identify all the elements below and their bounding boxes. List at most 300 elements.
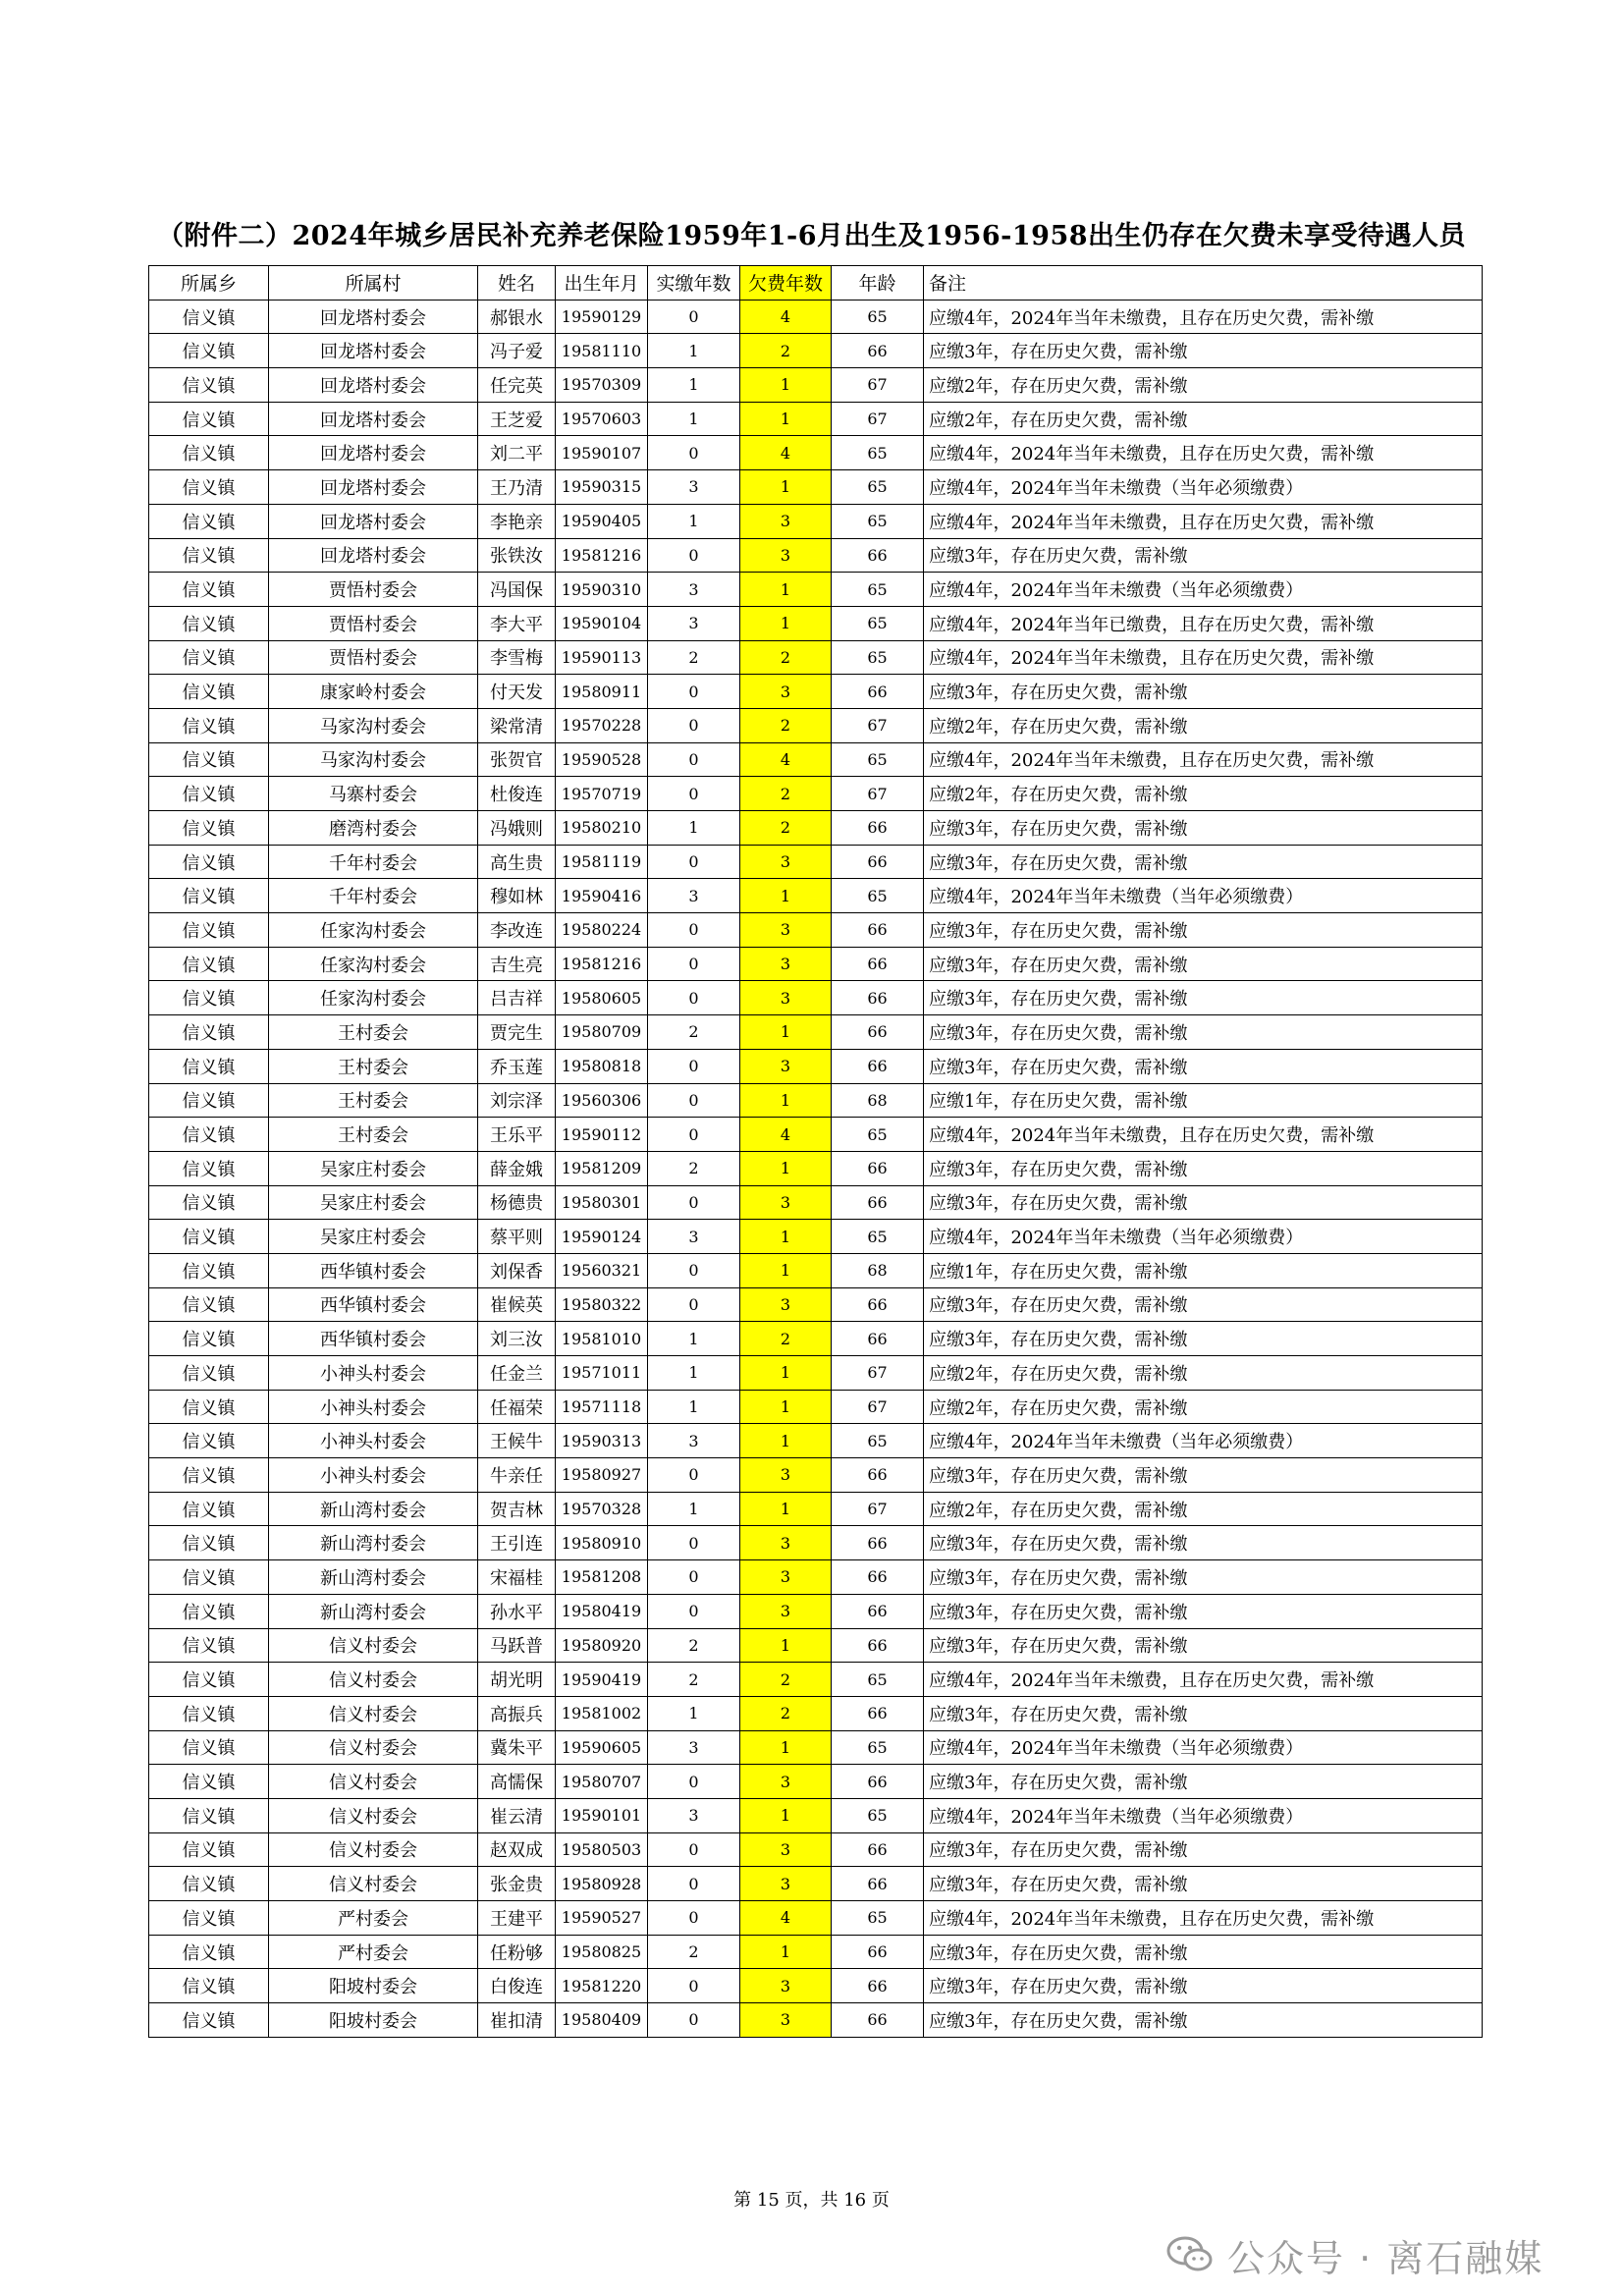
cell-village: 贾悟村委会 xyxy=(269,640,478,675)
cell-birth: 19590112 xyxy=(556,1118,648,1152)
cell-paid-years: 1 xyxy=(648,334,740,368)
cell-birth: 19580419 xyxy=(556,1594,648,1628)
cell-age: 66 xyxy=(832,1151,924,1185)
table-row xyxy=(149,1560,1483,1595)
cell-township: 信义镇 xyxy=(149,1390,269,1424)
cell-remarks: 应缴3年，存在历史欠费，需补缴 xyxy=(924,1696,1483,1730)
cell-remarks: 应缴3年，存在历史欠费，需补缴 xyxy=(924,1049,1483,1083)
cell-remarks: 应缴3年，存在历史欠费，需补缴 xyxy=(924,1935,1483,1969)
cell-age: 66 xyxy=(832,334,924,368)
cell-arrears-years: 3 xyxy=(740,1969,832,2003)
cell-remarks: 应缴3年，存在历史欠费，需补缴 xyxy=(924,1458,1483,1493)
cell-name: 薛金娥 xyxy=(478,1151,556,1185)
cell-name: 王芝爱 xyxy=(478,402,556,436)
table-row xyxy=(149,777,1483,811)
table-row xyxy=(149,1935,1483,1969)
cell-township: 信义镇 xyxy=(149,811,269,846)
table-row xyxy=(149,1765,1483,1799)
cell-birth: 19590313 xyxy=(556,1424,648,1458)
cell-village: 西华镇村委会 xyxy=(269,1322,478,1356)
table-row xyxy=(149,1492,1483,1526)
table-row xyxy=(149,879,1483,913)
cell-age: 67 xyxy=(832,1492,924,1526)
cell-remarks: 应缴3年，存在历史欠费，需补缴 xyxy=(924,1185,1483,1220)
cell-arrears-years: 1 xyxy=(740,1083,832,1118)
cell-birth: 19580707 xyxy=(556,1765,648,1799)
cell-paid-years: 0 xyxy=(648,2003,740,2038)
cell-remarks: 应缴1年，存在历史欠费，需补缴 xyxy=(924,1083,1483,1118)
table-row xyxy=(149,1151,1483,1185)
cell-birth: 19570309 xyxy=(556,368,648,403)
cell-name: 宋福桂 xyxy=(478,1560,556,1595)
col-header-remarks: 备注 xyxy=(924,266,1483,301)
cell-paid-years: 0 xyxy=(648,1526,740,1560)
table-row xyxy=(149,1663,1483,1697)
cell-paid-years: 1 xyxy=(648,811,740,846)
cell-township: 信义镇 xyxy=(149,1560,269,1595)
cell-age: 66 xyxy=(832,981,924,1015)
cell-township: 信义镇 xyxy=(149,1730,269,1765)
cell-birth: 19590527 xyxy=(556,1901,648,1936)
cell-birth: 19570328 xyxy=(556,1492,648,1526)
col-header-birth: 出生年月 xyxy=(556,266,648,301)
cell-name: 郝银水 xyxy=(478,300,556,334)
table-row xyxy=(149,640,1483,675)
cell-township: 信义镇 xyxy=(149,300,269,334)
cell-age: 66 xyxy=(832,1049,924,1083)
cell-birth: 19580322 xyxy=(556,1287,648,1322)
cell-remarks: 应缴3年，存在历史欠费，需补缴 xyxy=(924,845,1483,879)
cell-village: 王村委会 xyxy=(269,1049,478,1083)
cell-village: 新山湾村委会 xyxy=(269,1560,478,1595)
cell-remarks: 应缴3年，存在历史欠费，需补缴 xyxy=(924,1594,1483,1628)
cell-remarks: 应缴3年，存在历史欠费，需补缴 xyxy=(924,981,1483,1015)
cell-name: 任完英 xyxy=(478,368,556,403)
cell-paid-years: 0 xyxy=(648,913,740,948)
cell-remarks: 应缴2年，存在历史欠费，需补缴 xyxy=(924,777,1483,811)
cell-arrears-years: 3 xyxy=(740,913,832,948)
cell-remarks: 应缴4年，2024年当年未缴费，且存在历史欠费，需补缴 xyxy=(924,742,1483,777)
cell-arrears-years: 1 xyxy=(740,1730,832,1765)
cell-paid-years: 2 xyxy=(648,1935,740,1969)
table-row xyxy=(149,811,1483,846)
cell-age: 66 xyxy=(832,1867,924,1901)
cell-paid-years: 0 xyxy=(648,675,740,709)
table-row xyxy=(149,708,1483,742)
cell-name: 任粉够 xyxy=(478,1935,556,1969)
cell-remarks: 应缴4年，2024年当年未缴费（当年必须缴费） xyxy=(924,1730,1483,1765)
cell-arrears-years: 3 xyxy=(740,1049,832,1083)
cell-name: 吕吉祥 xyxy=(478,981,556,1015)
cell-name: 张金贵 xyxy=(478,1867,556,1901)
cell-village: 贾悟村委会 xyxy=(269,606,478,640)
cell-remarks: 应缴4年，2024年当年未缴费，且存在历史欠费，需补缴 xyxy=(924,1901,1483,1936)
cell-arrears-years: 1 xyxy=(740,1015,832,1050)
cell-village: 信义村委会 xyxy=(269,1663,478,1697)
table-row xyxy=(149,1390,1483,1424)
cell-paid-years: 3 xyxy=(648,1424,740,1458)
cell-age: 67 xyxy=(832,402,924,436)
cell-name: 高生贵 xyxy=(478,845,556,879)
cell-name: 乔玉莲 xyxy=(478,1049,556,1083)
data-table xyxy=(148,265,1483,2038)
cell-township: 信义镇 xyxy=(149,1832,269,1867)
cell-village: 王村委会 xyxy=(269,1015,478,1050)
cell-township: 信义镇 xyxy=(149,1083,269,1118)
cell-arrears-years: 1 xyxy=(740,1151,832,1185)
cell-paid-years: 0 xyxy=(648,1253,740,1287)
cell-name: 王乐平 xyxy=(478,1118,556,1152)
cell-paid-years: 1 xyxy=(648,368,740,403)
cell-arrears-years: 2 xyxy=(740,777,832,811)
cell-age: 66 xyxy=(832,1560,924,1595)
table-row xyxy=(149,538,1483,573)
cell-age: 67 xyxy=(832,708,924,742)
cell-name: 张贺官 xyxy=(478,742,556,777)
cell-name: 赵双成 xyxy=(478,1832,556,1867)
cell-paid-years: 0 xyxy=(648,777,740,811)
cell-township: 信义镇 xyxy=(149,1253,269,1287)
table-row xyxy=(149,1322,1483,1356)
cell-remarks: 应缴1年，存在历史欠费，需补缴 xyxy=(924,1253,1483,1287)
col-header-arrears-years: 欠费年数 xyxy=(740,266,832,301)
cell-name: 马跃普 xyxy=(478,1628,556,1663)
cell-age: 66 xyxy=(832,1696,924,1730)
cell-township: 信义镇 xyxy=(149,573,269,607)
cell-birth: 19581220 xyxy=(556,1969,648,2003)
table-row xyxy=(149,1083,1483,1118)
cell-birth: 19560321 xyxy=(556,1253,648,1287)
cell-remarks: 应缴4年，2024年当年未缴费（当年必须缴费） xyxy=(924,573,1483,607)
cell-birth: 19590104 xyxy=(556,606,648,640)
cell-paid-years: 0 xyxy=(648,1832,740,1867)
cell-birth: 19580818 xyxy=(556,1049,648,1083)
cell-arrears-years: 3 xyxy=(740,845,832,879)
cell-birth: 19580928 xyxy=(556,1867,648,1901)
cell-village: 小神头村委会 xyxy=(269,1424,478,1458)
cell-village: 任家沟村委会 xyxy=(269,947,478,981)
cell-birth: 19570719 xyxy=(556,777,648,811)
cell-village: 任家沟村委会 xyxy=(269,913,478,948)
cell-remarks: 应缴2年，存在历史欠费，需补缴 xyxy=(924,402,1483,436)
cell-age: 66 xyxy=(832,675,924,709)
cell-name: 胡光明 xyxy=(478,1663,556,1697)
cell-township: 信义镇 xyxy=(149,742,269,777)
cell-township: 信义镇 xyxy=(149,913,269,948)
cell-name: 蔡平则 xyxy=(478,1220,556,1254)
cell-arrears-years: 1 xyxy=(740,1220,832,1254)
cell-remarks: 应缴4年，2024年当年未缴费，且存在历史欠费，需补缴 xyxy=(924,1663,1483,1697)
cell-age: 66 xyxy=(832,1185,924,1220)
cell-age: 65 xyxy=(832,606,924,640)
cell-age: 67 xyxy=(832,1356,924,1391)
cell-name: 任金兰 xyxy=(478,1356,556,1391)
cell-village: 信义村委会 xyxy=(269,1696,478,1730)
cell-name: 李改连 xyxy=(478,913,556,948)
cell-paid-years: 0 xyxy=(648,1969,740,2003)
cell-paid-years: 2 xyxy=(648,1663,740,1697)
cell-remarks: 应缴3年，存在历史欠费，需补缴 xyxy=(924,1322,1483,1356)
cell-name: 冯国保 xyxy=(478,573,556,607)
cell-remarks: 应缴3年，存在历史欠费，需补缴 xyxy=(924,1969,1483,2003)
cell-age: 66 xyxy=(832,1458,924,1493)
cell-township: 信义镇 xyxy=(149,1628,269,1663)
cell-paid-years: 0 xyxy=(648,1049,740,1083)
cell-arrears-years: 1 xyxy=(740,1356,832,1391)
cell-age: 66 xyxy=(832,1322,924,1356)
cell-paid-years: 3 xyxy=(648,606,740,640)
cell-township: 信义镇 xyxy=(149,1935,269,1969)
cell-name: 刘二平 xyxy=(478,436,556,470)
cell-birth: 19590416 xyxy=(556,879,648,913)
table-row xyxy=(149,1696,1483,1730)
cell-age: 65 xyxy=(832,1220,924,1254)
table-row xyxy=(149,845,1483,879)
cell-birth: 19580605 xyxy=(556,981,648,1015)
cell-village: 小神头村委会 xyxy=(269,1356,478,1391)
cell-age: 66 xyxy=(832,811,924,846)
table-row xyxy=(149,1798,1483,1832)
cell-village: 磨湾村委会 xyxy=(269,811,478,846)
cell-paid-years: 0 xyxy=(648,708,740,742)
cell-township: 信义镇 xyxy=(149,1867,269,1901)
cell-village: 新山湾村委会 xyxy=(269,1492,478,1526)
cell-village: 回龙塔村委会 xyxy=(269,436,478,470)
cell-birth: 19580210 xyxy=(556,811,648,846)
cell-village: 信义村委会 xyxy=(269,1798,478,1832)
cell-age: 65 xyxy=(832,300,924,334)
cell-township: 信义镇 xyxy=(149,1969,269,2003)
cell-birth: 19581216 xyxy=(556,947,648,981)
cell-age: 65 xyxy=(832,573,924,607)
cell-arrears-years: 2 xyxy=(740,708,832,742)
cell-township: 信义镇 xyxy=(149,1356,269,1391)
cell-paid-years: 0 xyxy=(648,1901,740,1936)
cell-remarks: 应缴2年，存在历史欠费，需补缴 xyxy=(924,368,1483,403)
cell-paid-years: 0 xyxy=(648,845,740,879)
cell-township: 信义镇 xyxy=(149,947,269,981)
cell-township: 信义镇 xyxy=(149,1220,269,1254)
cell-arrears-years: 3 xyxy=(740,1458,832,1493)
cell-remarks: 应缴3年，存在历史欠费，需补缴 xyxy=(924,1867,1483,1901)
cell-arrears-years: 1 xyxy=(740,1628,832,1663)
cell-village: 西华镇村委会 xyxy=(269,1253,478,1287)
cell-arrears-years: 2 xyxy=(740,334,832,368)
cell-remarks: 应缴4年，2024年当年未缴费（当年必须缴费） xyxy=(924,1424,1483,1458)
cell-arrears-years: 1 xyxy=(740,1390,832,1424)
cell-paid-years: 1 xyxy=(648,402,740,436)
cell-name: 王候牛 xyxy=(478,1424,556,1458)
cell-name: 付天发 xyxy=(478,675,556,709)
cell-paid-years: 3 xyxy=(648,1798,740,1832)
cell-birth: 19581002 xyxy=(556,1696,648,1730)
header-row xyxy=(149,266,1483,301)
cell-village: 新山湾村委会 xyxy=(269,1526,478,1560)
table-row xyxy=(149,300,1483,334)
cell-paid-years: 0 xyxy=(648,1560,740,1595)
cell-name: 冯娥则 xyxy=(478,811,556,846)
table-row xyxy=(149,1832,1483,1867)
cell-age: 65 xyxy=(832,1424,924,1458)
cell-birth: 19590605 xyxy=(556,1730,648,1765)
table-row xyxy=(149,675,1483,709)
table-row xyxy=(149,1628,1483,1663)
cell-arrears-years: 3 xyxy=(740,1594,832,1628)
cell-arrears-years: 1 xyxy=(740,1798,832,1832)
cell-age: 65 xyxy=(832,1663,924,1697)
cell-age: 66 xyxy=(832,1594,924,1628)
cell-village: 回龙塔村委会 xyxy=(269,402,478,436)
cell-paid-years: 2 xyxy=(648,1151,740,1185)
table-row xyxy=(149,402,1483,436)
cell-paid-years: 0 xyxy=(648,947,740,981)
cell-village: 王村委会 xyxy=(269,1083,478,1118)
watermark xyxy=(1166,2227,1543,2282)
cell-name: 王乃清 xyxy=(478,470,556,505)
cell-birth: 19580920 xyxy=(556,1628,648,1663)
cell-village: 回龙塔村委会 xyxy=(269,300,478,334)
cell-arrears-years: 2 xyxy=(740,1663,832,1697)
cell-age: 66 xyxy=(832,845,924,879)
cell-village: 回龙塔村委会 xyxy=(269,334,478,368)
cell-township: 信义镇 xyxy=(149,879,269,913)
cell-village: 千年村委会 xyxy=(269,845,478,879)
cell-arrears-years: 4 xyxy=(740,300,832,334)
cell-paid-years: 2 xyxy=(648,1628,740,1663)
cell-remarks: 应缴4年，2024年当年未缴费，且存在历史欠费，需补缴 xyxy=(924,504,1483,538)
cell-village: 回龙塔村委会 xyxy=(269,538,478,573)
cell-age: 65 xyxy=(832,1798,924,1832)
cell-age: 65 xyxy=(832,742,924,777)
cell-township: 信义镇 xyxy=(149,640,269,675)
cell-township: 信义镇 xyxy=(149,1424,269,1458)
cell-name: 贾完生 xyxy=(478,1015,556,1050)
cell-arrears-years: 4 xyxy=(740,742,832,777)
cell-age: 66 xyxy=(832,1526,924,1560)
table-row xyxy=(149,573,1483,607)
table-row xyxy=(149,1594,1483,1628)
cell-birth: 19590405 xyxy=(556,504,648,538)
cell-paid-years: 3 xyxy=(648,879,740,913)
cell-paid-years: 0 xyxy=(648,1118,740,1152)
cell-age: 68 xyxy=(832,1253,924,1287)
cell-arrears-years: 1 xyxy=(740,879,832,913)
cell-name: 刘保香 xyxy=(478,1253,556,1287)
cell-paid-years: 0 xyxy=(648,300,740,334)
cell-township: 信义镇 xyxy=(149,1049,269,1083)
cell-paid-years: 1 xyxy=(648,1356,740,1391)
cell-arrears-years: 1 xyxy=(740,1935,832,1969)
cell-name: 梁常清 xyxy=(478,708,556,742)
table-row xyxy=(149,1015,1483,1050)
cell-paid-years: 3 xyxy=(648,1220,740,1254)
cell-paid-years: 0 xyxy=(648,538,740,573)
cell-age: 65 xyxy=(832,879,924,913)
cell-birth: 19571011 xyxy=(556,1356,648,1391)
cell-village: 马家沟村委会 xyxy=(269,708,478,742)
cell-township: 信义镇 xyxy=(149,1901,269,1936)
cell-age: 66 xyxy=(832,1935,924,1969)
cell-township: 信义镇 xyxy=(149,1594,269,1628)
cell-birth: 19590419 xyxy=(556,1663,648,1697)
cell-birth: 19590310 xyxy=(556,573,648,607)
cell-name: 冯子爱 xyxy=(478,334,556,368)
cell-arrears-years: 2 xyxy=(740,640,832,675)
cell-township: 信义镇 xyxy=(149,436,269,470)
cell-paid-years: 0 xyxy=(648,1458,740,1493)
cell-name: 刘宗泽 xyxy=(478,1083,556,1118)
cell-paid-years: 0 xyxy=(648,981,740,1015)
cell-arrears-years: 3 xyxy=(740,1832,832,1867)
cell-birth: 19590107 xyxy=(556,436,648,470)
cell-village: 信义村委会 xyxy=(269,1832,478,1867)
cell-birth: 19570603 xyxy=(556,402,648,436)
cell-village: 信义村委会 xyxy=(269,1730,478,1765)
cell-name: 崔扣清 xyxy=(478,2003,556,2038)
cell-remarks: 应缴2年，存在历史欠费，需补缴 xyxy=(924,708,1483,742)
cell-birth: 19590528 xyxy=(556,742,648,777)
cell-name: 牛亲任 xyxy=(478,1458,556,1493)
cell-name: 任福荣 xyxy=(478,1390,556,1424)
cell-birth: 19580224 xyxy=(556,913,648,948)
cell-birth: 19581216 xyxy=(556,538,648,573)
cell-arrears-years: 1 xyxy=(740,1253,832,1287)
cell-remarks: 应缴3年，存在历史欠费，需补缴 xyxy=(924,1832,1483,1867)
cell-township: 信义镇 xyxy=(149,334,269,368)
cell-name: 李大平 xyxy=(478,606,556,640)
cell-age: 68 xyxy=(832,1083,924,1118)
cell-village: 西华镇村委会 xyxy=(269,1287,478,1322)
cell-village: 小神头村委会 xyxy=(269,1458,478,1493)
cell-birth: 19581208 xyxy=(556,1560,648,1595)
cell-remarks: 应缴3年，存在历史欠费，需补缴 xyxy=(924,1765,1483,1799)
cell-village: 贾悟村委会 xyxy=(269,573,478,607)
cell-age: 66 xyxy=(832,1287,924,1322)
cell-remarks: 应缴4年，2024年当年未缴费，且存在历史欠费，需补缴 xyxy=(924,1118,1483,1152)
cell-township: 信义镇 xyxy=(149,538,269,573)
col-header-name: 姓名 xyxy=(478,266,556,301)
cell-remarks: 应缴3年，存在历史欠费，需补缴 xyxy=(924,1015,1483,1050)
cell-paid-years: 3 xyxy=(648,573,740,607)
cell-township: 信义镇 xyxy=(149,504,269,538)
cell-remarks: 应缴3年，存在历史欠费，需补缴 xyxy=(924,675,1483,709)
cell-arrears-years: 2 xyxy=(740,1696,832,1730)
cell-arrears-years: 1 xyxy=(740,368,832,403)
cell-birth: 19581119 xyxy=(556,845,648,879)
cell-arrears-years: 3 xyxy=(740,1185,832,1220)
cell-remarks: 应缴3年，存在历史欠费，需补缴 xyxy=(924,538,1483,573)
cell-paid-years: 0 xyxy=(648,1867,740,1901)
cell-township: 信义镇 xyxy=(149,1185,269,1220)
table-row xyxy=(149,470,1483,505)
cell-arrears-years: 1 xyxy=(740,606,832,640)
cell-remarks: 应缴3年，存在历史欠费，需补缴 xyxy=(924,1560,1483,1595)
cell-village: 阳坡村委会 xyxy=(269,2003,478,2038)
cell-paid-years: 0 xyxy=(648,742,740,777)
cell-age: 67 xyxy=(832,368,924,403)
cell-birth: 19580409 xyxy=(556,2003,648,2038)
cell-remarks: 应缴3年，存在历史欠费，需补缴 xyxy=(924,1628,1483,1663)
cell-arrears-years: 3 xyxy=(740,1526,832,1560)
cell-village: 回龙塔村委会 xyxy=(269,368,478,403)
cell-village: 严村委会 xyxy=(269,1901,478,1936)
cell-birth: 19581010 xyxy=(556,1322,648,1356)
cell-name: 穆如林 xyxy=(478,879,556,913)
cell-village: 阳坡村委会 xyxy=(269,1969,478,2003)
cell-village: 王村委会 xyxy=(269,1118,478,1152)
cell-birth: 19590101 xyxy=(556,1798,648,1832)
cell-name: 李艳亲 xyxy=(478,504,556,538)
